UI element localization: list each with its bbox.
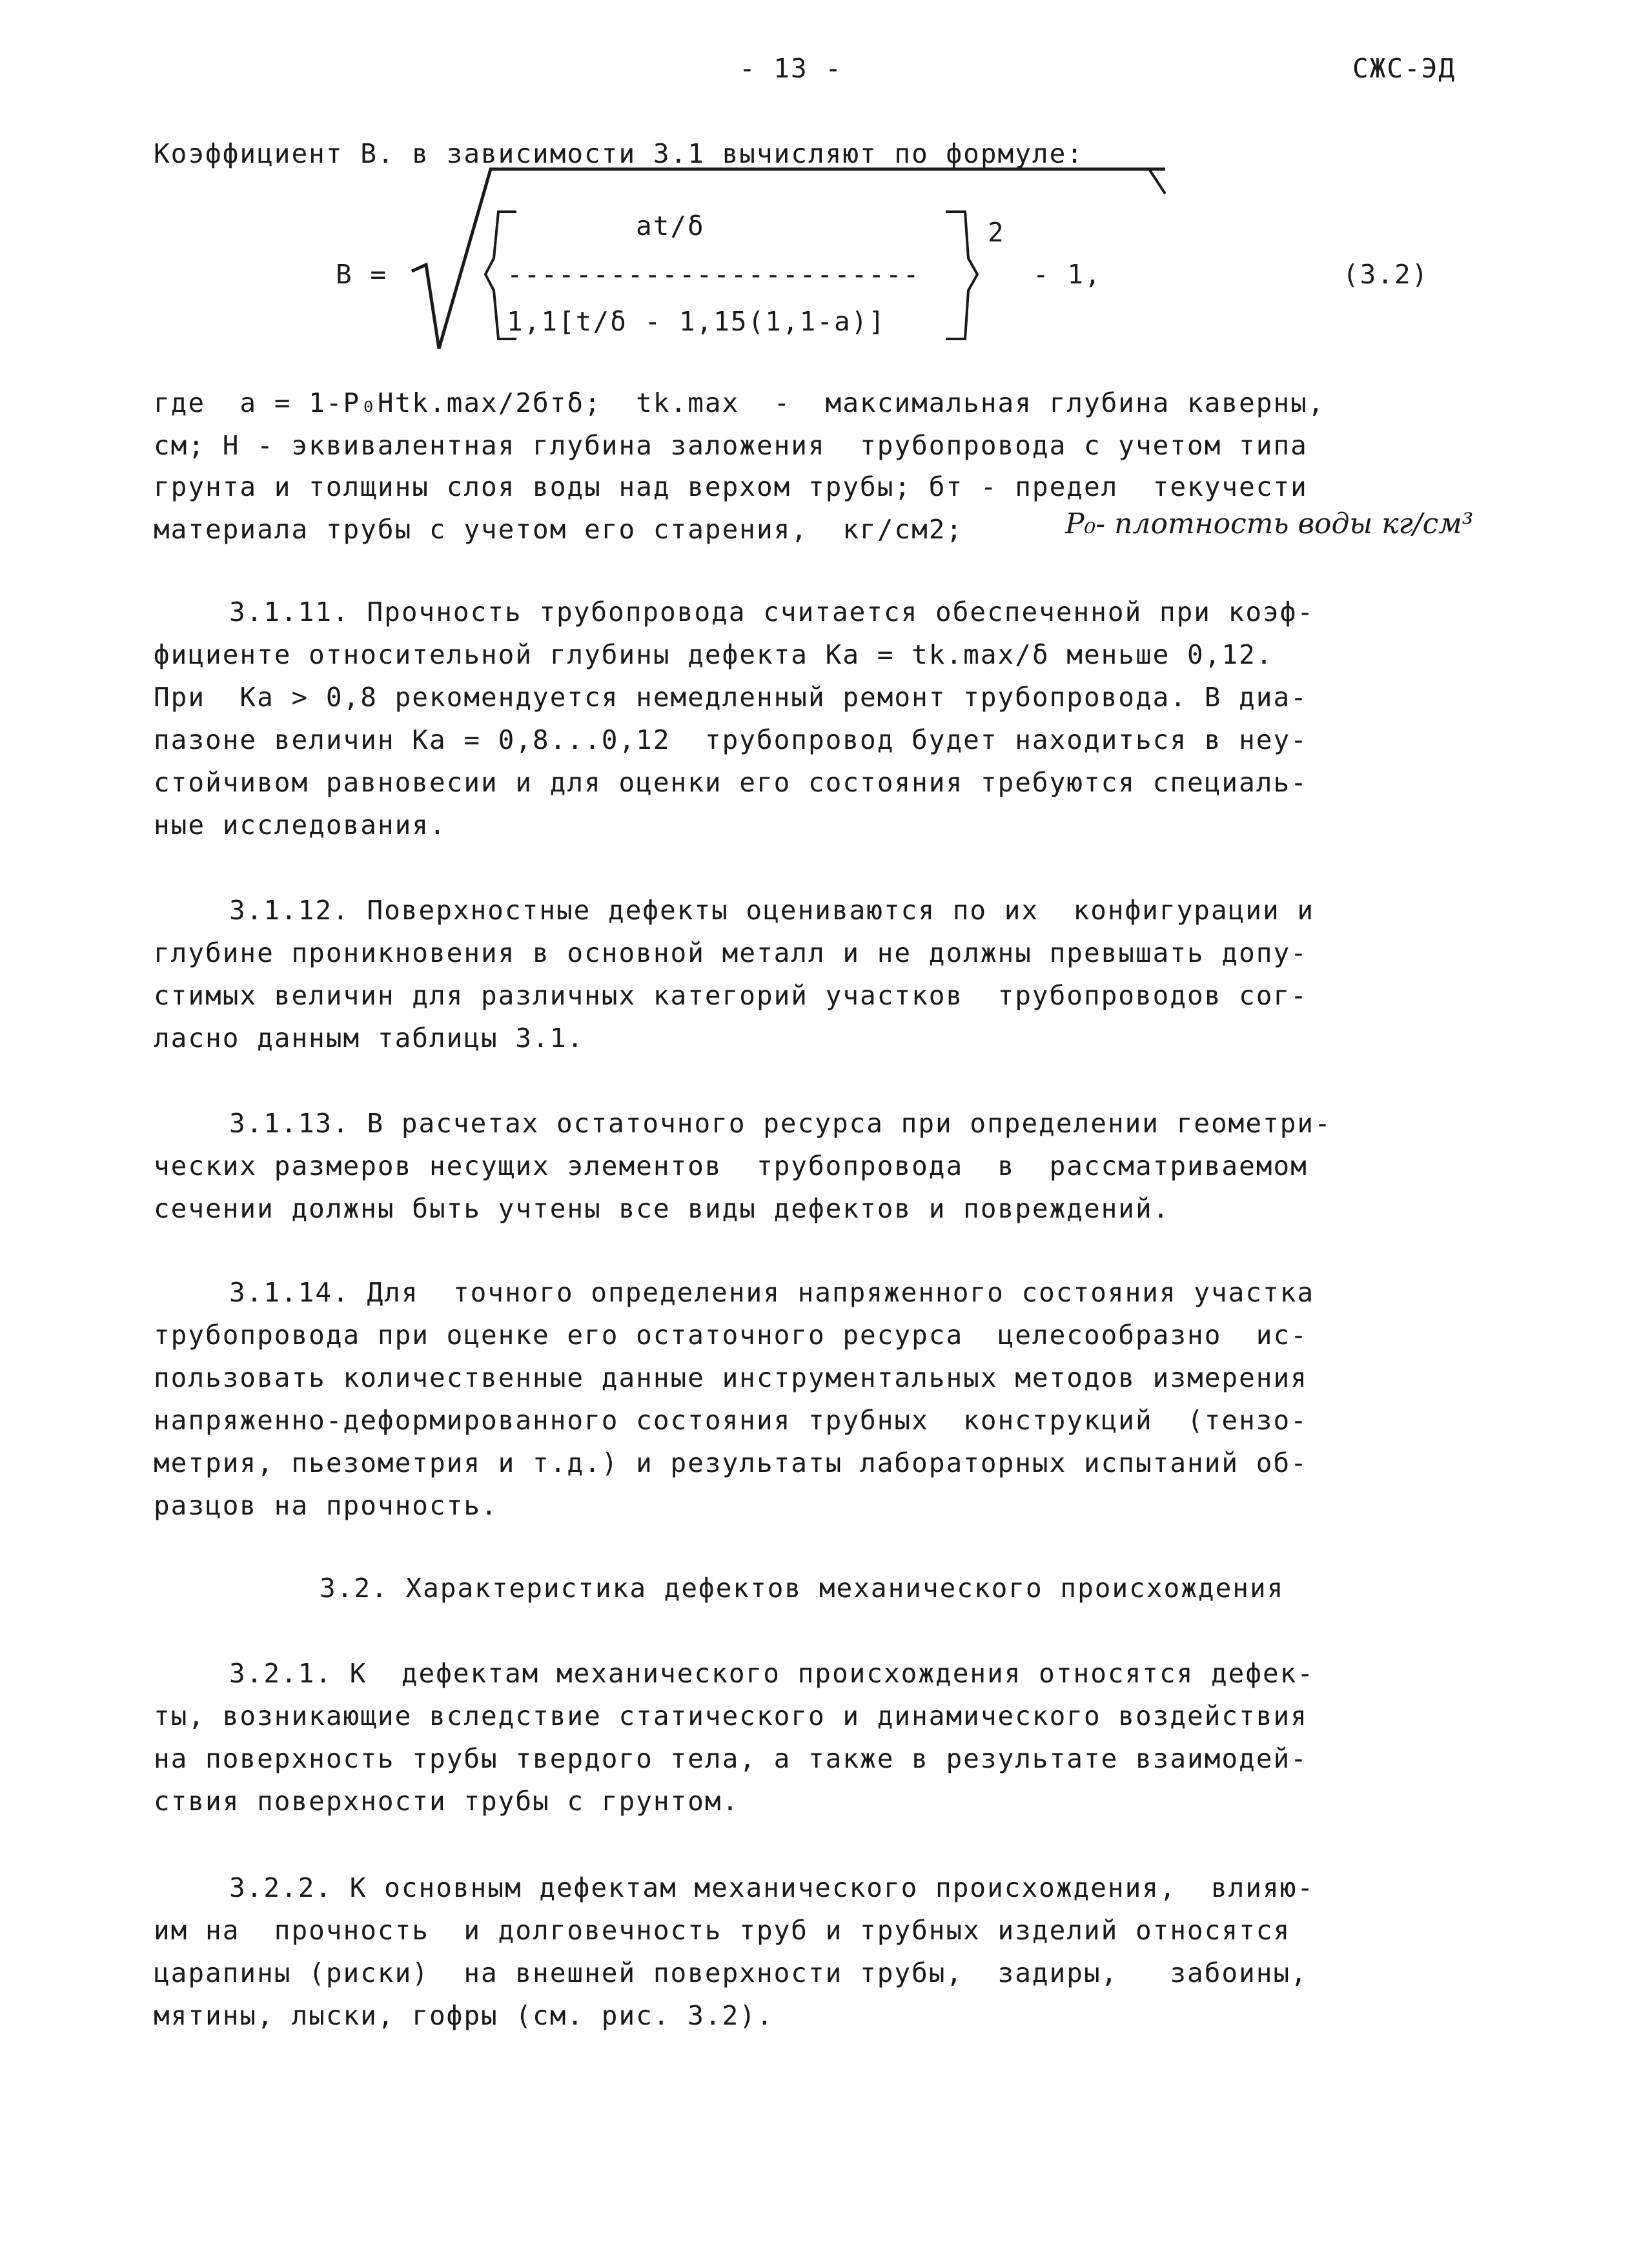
- text-line: 3.1.13. В расчетах остаточного ресурса при определении геометри-: [229, 1108, 1332, 1139]
- section-title: 3.2. Характеристика дефектов механического происхождения: [320, 1573, 1285, 1604]
- text-line: 3.2.2. К основным дефектам механического происхождения, влияю-: [229, 1872, 1315, 1903]
- text-line: разцов на прочность.: [154, 1490, 498, 1521]
- text-line: 3.1.14. Для точного определения напряженного состояния участка: [229, 1277, 1315, 1308]
- formula-minus-one: - 1,: [1033, 259, 1102, 290]
- text-line: При Ka > 0,8 рекомендуется немедленный ремонт трубопровода. В диа-: [154, 682, 1308, 713]
- text-line: трубопровода при оценке его остаточного ресурса целесообразно ис-: [154, 1320, 1308, 1351]
- formula-lhs: B =: [336, 259, 388, 290]
- document-code: СЖС-ЭД: [1352, 53, 1456, 84]
- handwritten-note: P₀- плотность воды кг/см³: [1065, 507, 1474, 540]
- page-number: - 13 -: [739, 53, 843, 84]
- text-line: стойчивом равновесии и для оценки его состояния требуются специаль-: [154, 767, 1308, 798]
- text-line: стимых величин для различных категорий участков трубопроводов сог-: [154, 980, 1308, 1011]
- formula-fraction-bar: ------------------------: [507, 259, 921, 290]
- text-line: им на прочность и долговечность труб и трубных изделий относятся: [154, 1915, 1291, 1946]
- text-line: 3.2.1. К дефектам механического происхождения относятся дефек-: [229, 1658, 1315, 1689]
- formula-numerator: at/δ: [636, 210, 705, 241]
- text-line: метрия, пьезометрия и т.д.) и результаты лабораторных испытаний об-: [154, 1447, 1308, 1478]
- text-line: царапины (риски) на внешней поверхности трубы, задиры, забоины,: [154, 1957, 1308, 1988]
- text-line: материала трубы с учетом его старения, кг/см2;: [154, 514, 964, 545]
- text-line: напряженно-деформированного состояния трубных конструкций (тензо-: [154, 1405, 1308, 1436]
- text-line: ласно данным таблицы 3.1.: [154, 1023, 585, 1054]
- text-line: пазоне величин Ka = 0,8...0,12 трубопровод будет находиться в неу-: [154, 724, 1308, 755]
- text-line: 3.1.12. Поверхностные дефекты оцениваются по их конфигурации и: [229, 895, 1315, 926]
- text-line: сечении должны быть учтены все виды дефектов и повреждений.: [154, 1193, 1170, 1224]
- formula-intro: Коэффициент В. в зависимости 3.1 вычисляют по формуле:: [154, 138, 1084, 169]
- text-line: фициенте относительной глубины дефекта Ka = tk.max/δ меньше 0,12.: [154, 639, 1274, 670]
- formula-denominator: 1,1[t/δ - 1,15(1,1-a)]: [507, 306, 886, 337]
- text-line: ные исследования.: [154, 810, 447, 841]
- formula-number: (3.2): [1343, 259, 1429, 290]
- text-line: пользовать количественные данные инструментальных методов измерения: [154, 1362, 1308, 1393]
- text-line: см; H - эквивалентная глубина заложения трубопровода с учетом типа: [154, 430, 1308, 461]
- text-line: на поверхность трубы твердого тела, а также в результате взаимодей-: [154, 1743, 1308, 1774]
- text-line: ствия поверхности трубы с грунтом.: [154, 1786, 740, 1817]
- text-line: где a = 1-P₀Htk.max/2бтδ; tk.max - максимальная глубина каверны,: [154, 387, 1325, 418]
- text-line: глубине проникновения в основной металл и не должны превышать допу-: [154, 937, 1308, 968]
- formula-exponent: 2: [988, 217, 1005, 248]
- text-line: ческих размеров несущих элементов трубопровода в рассматриваемом: [154, 1150, 1308, 1181]
- text-line: мятины, лыски, гофры (см. рис. 3.2).: [154, 2000, 774, 2031]
- text-line: ты, возникающие вследствие статического и динамического воздействия: [154, 1701, 1308, 1732]
- text-line: 3.1.11. Прочность трубопровода считается обеспеченной при коэф-: [229, 597, 1315, 628]
- text-line: грунта и толщины слоя воды над верхом трубы; бт - предел текучести: [154, 471, 1308, 502]
